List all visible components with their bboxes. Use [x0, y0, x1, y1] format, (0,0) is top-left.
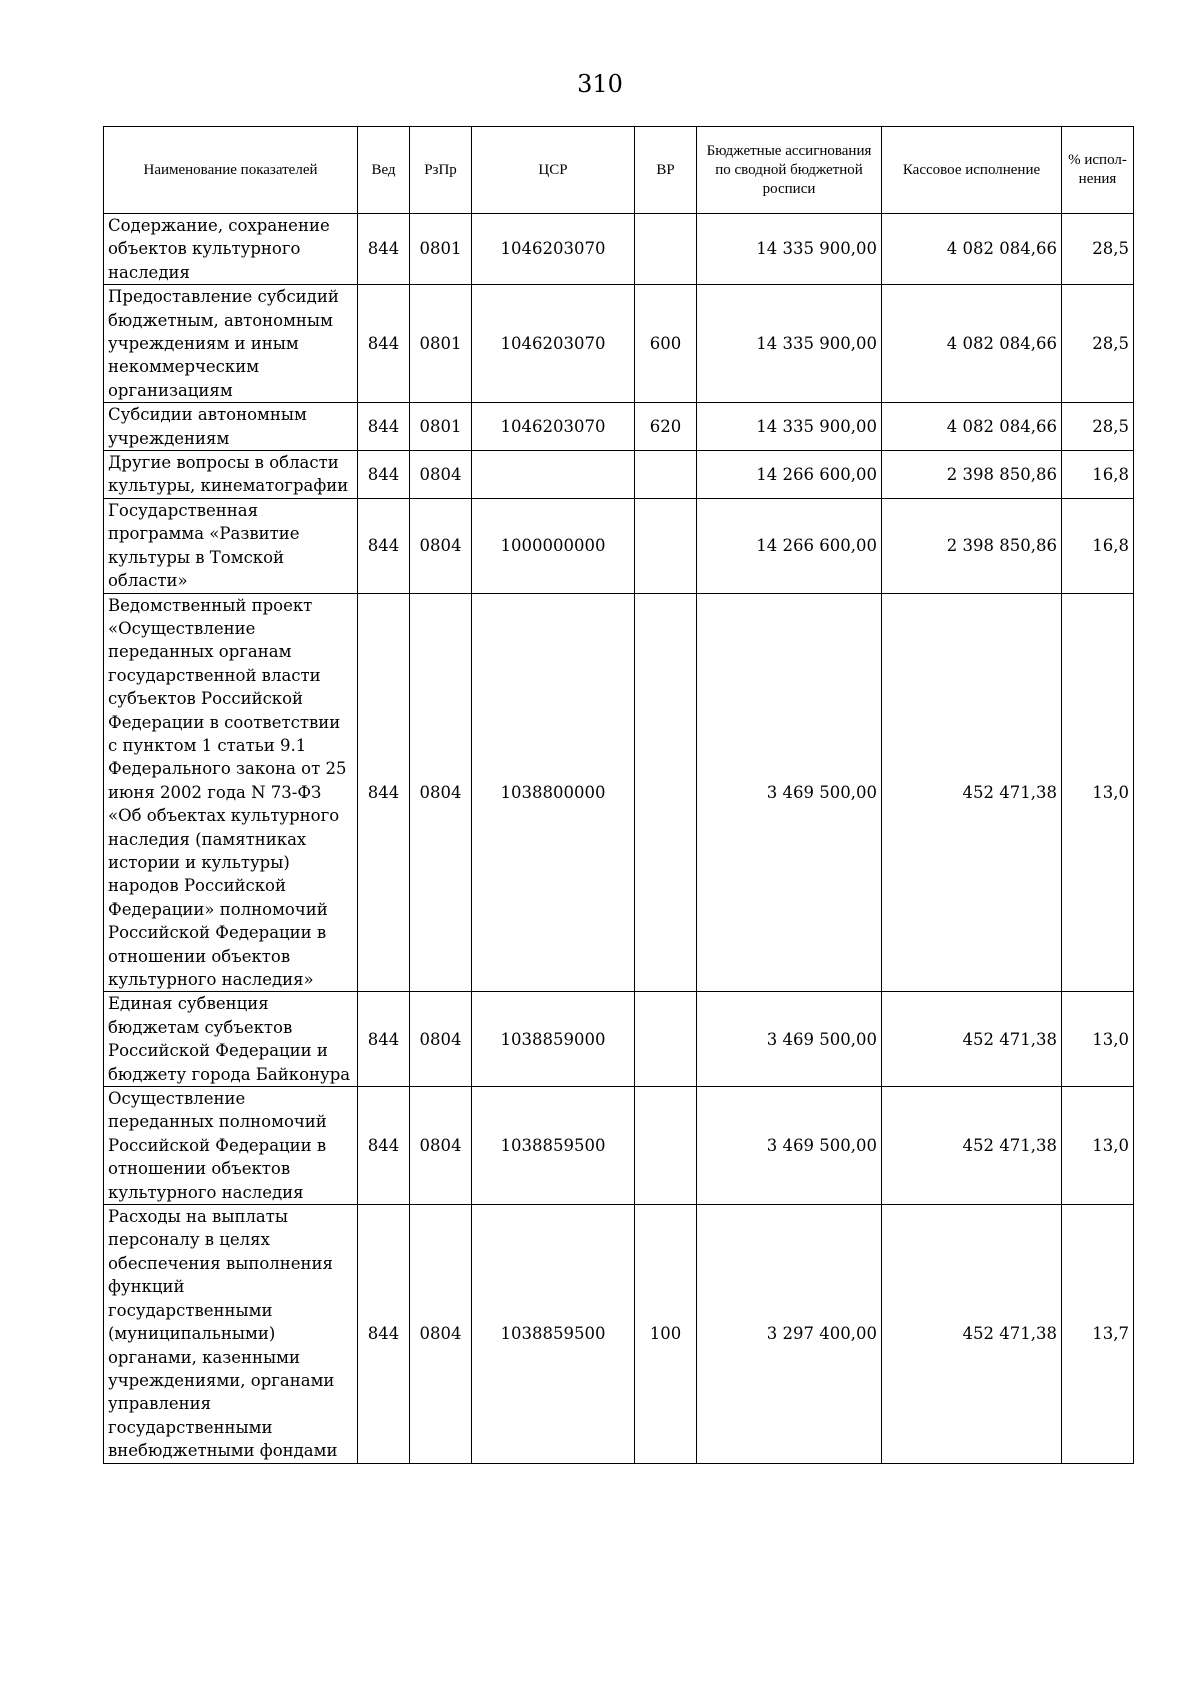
table-row — [104, 1087, 1134, 1205]
row-name: Другие вопросы в области культуры, кинематографии — [104, 451, 358, 499]
row-name: Предоставление субсидий бюджетным, автономным учреждениям и иным некоммерческим организациям — [104, 285, 358, 403]
row-percent: 13,7 — [1062, 1205, 1134, 1463]
table-row — [104, 214, 1134, 285]
row-kassa: 4 082 084,66 — [882, 285, 1062, 403]
header-name: Наименование показателей — [104, 127, 358, 214]
row-percent: 28,5 — [1062, 403, 1134, 451]
header-ved: Вед — [358, 127, 410, 214]
row-rzpr: 0804 — [410, 593, 472, 992]
row-ved: 844 — [358, 403, 410, 451]
row-percent: 16,8 — [1062, 451, 1134, 499]
row-csr: 1038800000 — [472, 593, 635, 992]
row-rzpr: 0804 — [410, 1087, 472, 1205]
row-name: Субсидии автономным учреждениям — [104, 403, 358, 451]
row-rzpr: 0804 — [410, 1205, 472, 1463]
table-row — [104, 593, 1134, 992]
row-vr: 600 — [635, 285, 697, 403]
row-budget: 3 469 500,00 — [697, 1087, 882, 1205]
row-vr: 100 — [635, 1205, 697, 1463]
row-budget: 14 335 900,00 — [697, 214, 882, 285]
row-percent: 16,8 — [1062, 498, 1134, 593]
row-budget: 3 469 500,00 — [697, 992, 882, 1087]
row-kassa: 4 082 084,66 — [882, 403, 1062, 451]
row-vr — [635, 593, 697, 992]
table-row — [104, 992, 1134, 1087]
row-budget: 14 266 600,00 — [697, 498, 882, 593]
row-csr: 1038859500 — [472, 1087, 635, 1205]
row-rzpr: 0804 — [410, 992, 472, 1087]
page-number: 310 — [577, 70, 623, 98]
header-budget: Бюджетные ассигнования по сводной бюджетной росписи — [697, 127, 882, 214]
row-rzpr: 0801 — [410, 285, 472, 403]
row-vr — [635, 992, 697, 1087]
table-row — [104, 285, 1134, 403]
row-budget: 3 469 500,00 — [697, 593, 882, 992]
row-rzpr: 0801 — [410, 214, 472, 285]
row-kassa: 452 471,38 — [882, 593, 1062, 992]
row-name: Расходы на выплаты персоналу в целях обеспечения выполнения функций государственными (муниципальными) органами, казенными учреждениями, органами управления государственными внебюджетными фондами — [104, 1205, 358, 1463]
table-row — [104, 498, 1134, 593]
row-kassa: 2 398 850,86 — [882, 498, 1062, 593]
row-percent: 28,5 — [1062, 214, 1134, 285]
row-percent: 28,5 — [1062, 285, 1134, 403]
row-ved: 844 — [358, 214, 410, 285]
table-header-row — [104, 127, 1134, 214]
row-name: Осуществление переданных полномочий Российской Федерации в отношении объектов культурного наследия — [104, 1087, 358, 1205]
row-percent: 13,0 — [1062, 1087, 1134, 1205]
row-rzpr: 0801 — [410, 403, 472, 451]
row-ved: 844 — [358, 285, 410, 403]
row-budget: 14 335 900,00 — [697, 403, 882, 451]
row-ved: 844 — [358, 992, 410, 1087]
row-ved: 844 — [358, 498, 410, 593]
row-vr: 620 — [635, 403, 697, 451]
row-csr: 1038859500 — [472, 1205, 635, 1463]
row-rzpr: 0804 — [410, 451, 472, 499]
table-row — [104, 403, 1134, 451]
row-name: Единая субвенция бюджетам субъектов Российской Федерации и бюджету города Байконура — [104, 992, 358, 1087]
row-ved: 844 — [358, 1087, 410, 1205]
row-kassa: 4 082 084,66 — [882, 214, 1062, 285]
header-csr: ЦСР — [472, 127, 635, 214]
row-csr: 1000000000 — [472, 498, 635, 593]
table-row — [104, 451, 1134, 499]
row-percent: 13,0 — [1062, 992, 1134, 1087]
row-kassa: 2 398 850,86 — [882, 451, 1062, 499]
row-vr — [635, 1087, 697, 1205]
row-csr: 1046203070 — [472, 285, 635, 403]
row-kassa: 452 471,38 — [882, 1205, 1062, 1463]
row-name: Содержание, сохранение объектов культурного наследия — [104, 214, 358, 285]
row-budget: 14 266 600,00 — [697, 451, 882, 499]
row-ved: 844 — [358, 593, 410, 992]
row-name: Ведомственный проект «Осуществление переданных органам государственной власти субъектов Российской Федерации в соответствии с пунктом 1 статьи 9.1 Федерального закона от 25 июня 2002 года N 73-ФЗ «Об объектах культурного наследия (памятниках истории и культуры) народов Российской Федерации» полномочий Российской Федерации в отношении объектов культурного наследия» — [104, 593, 358, 992]
row-budget: 3 297 400,00 — [697, 1205, 882, 1463]
row-csr: 1046203070 — [472, 214, 635, 285]
row-csr: 1038859000 — [472, 992, 635, 1087]
row-csr — [472, 451, 635, 499]
row-csr: 1046203070 — [472, 403, 635, 451]
row-vr — [635, 451, 697, 499]
header-vr: ВР — [635, 127, 697, 214]
row-ved: 844 — [358, 1205, 410, 1463]
table-row — [104, 1205, 1134, 1463]
header-kassa: Кассовое исполнение — [882, 127, 1062, 214]
header-rzpr: РзПр — [410, 127, 472, 214]
row-vr — [635, 498, 697, 593]
header-percent: % испол-нения — [1062, 127, 1134, 214]
row-percent: 13,0 — [1062, 593, 1134, 992]
row-rzpr: 0804 — [410, 498, 472, 593]
budget-table — [103, 126, 1134, 1464]
row-name: Государственная программа «Развитие культуры в Томской области» — [104, 498, 358, 593]
row-kassa: 452 471,38 — [882, 992, 1062, 1087]
row-kassa: 452 471,38 — [882, 1087, 1062, 1205]
row-budget: 14 335 900,00 — [697, 285, 882, 403]
row-vr — [635, 214, 697, 285]
row-ved: 844 — [358, 451, 410, 499]
